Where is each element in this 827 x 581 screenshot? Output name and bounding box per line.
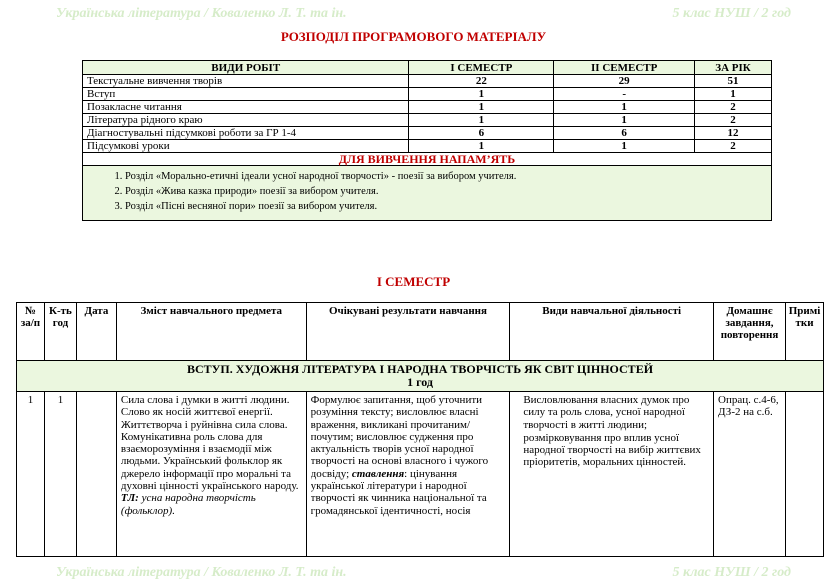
row-year: 1 <box>695 88 772 101</box>
row-year: 12 <box>695 127 772 140</box>
col-date: Дата <box>76 303 116 361</box>
distribution-title: РОЗПОДІЛ ПРОГРАМОВОГО МАТЕРІАЛУ <box>280 29 547 44</box>
row-s1: 1 <box>409 101 554 114</box>
lesson-hours: 1 <box>44 392 76 557</box>
lesson-homework: Опрац. с.4-6, ДЗ-2 на с.б. <box>714 392 786 557</box>
list-item: • розмірковування про вплив усної народної творчості на вибір життєвих пріоритетів, моральних цінностей. <box>523 432 709 469</box>
row-s2: 1 <box>554 140 695 153</box>
row-s1: 6 <box>409 127 554 140</box>
header-left-text: Українська література / Коваленко Л. Т. та ін. <box>56 6 347 21</box>
lesson-num: 1 <box>17 392 45 557</box>
row-s1: 1 <box>409 114 554 127</box>
row-name: Діагностувальні підсумкові роботи за ГР 1-4 <box>83 127 409 140</box>
row-name: Література рідного краю <box>83 114 409 127</box>
table-row <box>83 140 772 153</box>
semester-plan-table <box>16 302 824 557</box>
col-homework: Домашнє завдання, повторення <box>714 303 786 361</box>
row-year: 2 <box>695 140 772 153</box>
lesson-results <box>306 392 510 557</box>
col-semester-1: І СЕМЕСТР <box>409 61 554 75</box>
table-row <box>17 392 824 557</box>
row-s1: 22 <box>409 75 554 88</box>
content-tl-label: ТЛ: <box>120 492 139 505</box>
section-title: ВСТУП. ХУДОЖНЯ ЛІТЕРАТУРА І НАРОДНА ТВОРЧІСТЬ ЯК СВІТ ЦІННОСТЕЙ <box>186 362 654 376</box>
col-year: ЗА РІК <box>695 61 772 75</box>
row-s2: 6 <box>554 127 695 140</box>
col-results: Очікувані результати навчання <box>306 303 510 361</box>
col-work-types: ВИДИ РОБІТ <box>83 61 409 75</box>
lesson-date <box>76 392 116 557</box>
row-s2: 1 <box>554 114 695 127</box>
row-s1: 1 <box>409 140 554 153</box>
semester-title: І СЕМЕСТР <box>376 274 451 289</box>
footer-right-text: 5 клас НУШ / 2 год <box>672 565 791 580</box>
list-item: 2. Розділ «Жива казка природи» поезії за вибором учителя. <box>125 184 767 199</box>
row-s1: 1 <box>409 88 554 101</box>
row-s2: 29 <box>554 75 695 88</box>
section-row <box>17 361 824 392</box>
col-semester-2: ІІ СЕМЕСТР <box>554 61 695 75</box>
header-right-text: 5 клас НУШ / 2 год <box>672 6 791 21</box>
lesson-activities <box>510 392 714 557</box>
row-year: 51 <box>695 75 772 88</box>
memo-title: ДЛЯ ВИВЧЕННЯ НАПАМ’ЯТЬ <box>83 153 772 166</box>
row-year: 2 <box>695 114 772 127</box>
row-name: Підсумкові уроки <box>83 140 409 153</box>
table-row <box>83 75 772 88</box>
col-activities: Види навчальної діяльності <box>510 303 714 361</box>
list-item: 1. Розділ «Морально-етичні ідеали усної народної творчості» - поезії за вибором учителя. <box>125 169 767 184</box>
section-hours: 1 год <box>407 375 433 389</box>
distribution-header-row <box>83 61 772 75</box>
col-notes: Примітки <box>786 303 824 361</box>
col-content: Зміст навчального предмета <box>116 303 306 361</box>
results-label: ставлення <box>351 467 405 480</box>
footer-left-text: Українська література / Коваленко Л. Т. та ін. <box>56 565 347 580</box>
lesson-notes <box>786 392 824 557</box>
table-row <box>83 114 772 127</box>
col-num: № за/п <box>17 303 45 361</box>
content-text: Сила слова і думки в житті людини. Слово як носій життєвої енергії. Життєтворча і руйнівна сила слова. Комунікативна роль слова для взаєморозуміння і взаємодії між людьми. Український фольклор як джерело інформації про моральні та духовні цінності українського народу. <box>120 394 299 493</box>
list-item: 3. Розділ «Пісні весняної пори» поезії за вибором учителя. <box>125 199 767 214</box>
row-year: 2 <box>695 101 772 114</box>
table-row <box>83 88 772 101</box>
memo-title-row <box>83 153 772 166</box>
results-text: Формулює запитання, щоб уточнити розуміння тексту; висловлює власні враження, викликані прочитаним/почутим; висловлює судження про актуальність творів усної народної творчості на основі власного і чужого досвіду; <box>310 394 489 480</box>
memo-list-row <box>83 166 772 221</box>
lesson-content <box>116 392 306 557</box>
memo-list <box>105 169 767 214</box>
col-hours: К-ть год <box>44 303 76 361</box>
results-rest: : цінування української літератури і народної творчості як чинника національної та громадянської ідентичності, носія <box>310 467 487 517</box>
row-s2: - <box>554 88 695 101</box>
activities-list <box>514 394 709 469</box>
row-name: Текстуальне вивчення творів <box>83 75 409 88</box>
list-item: • Висловлювання власних думок про силу та роль слова, усної народної творчості в житті людини; <box>523 394 709 431</box>
table-row <box>83 127 772 140</box>
row-name: Позакласне читання <box>83 101 409 114</box>
row-name: Вступ <box>83 88 409 101</box>
row-s2: 1 <box>554 101 695 114</box>
plan-header-row <box>17 303 824 361</box>
table-row <box>83 101 772 114</box>
distribution-table <box>82 60 772 221</box>
content-tl-text: усна народна творчість (фольклор). <box>120 492 256 517</box>
